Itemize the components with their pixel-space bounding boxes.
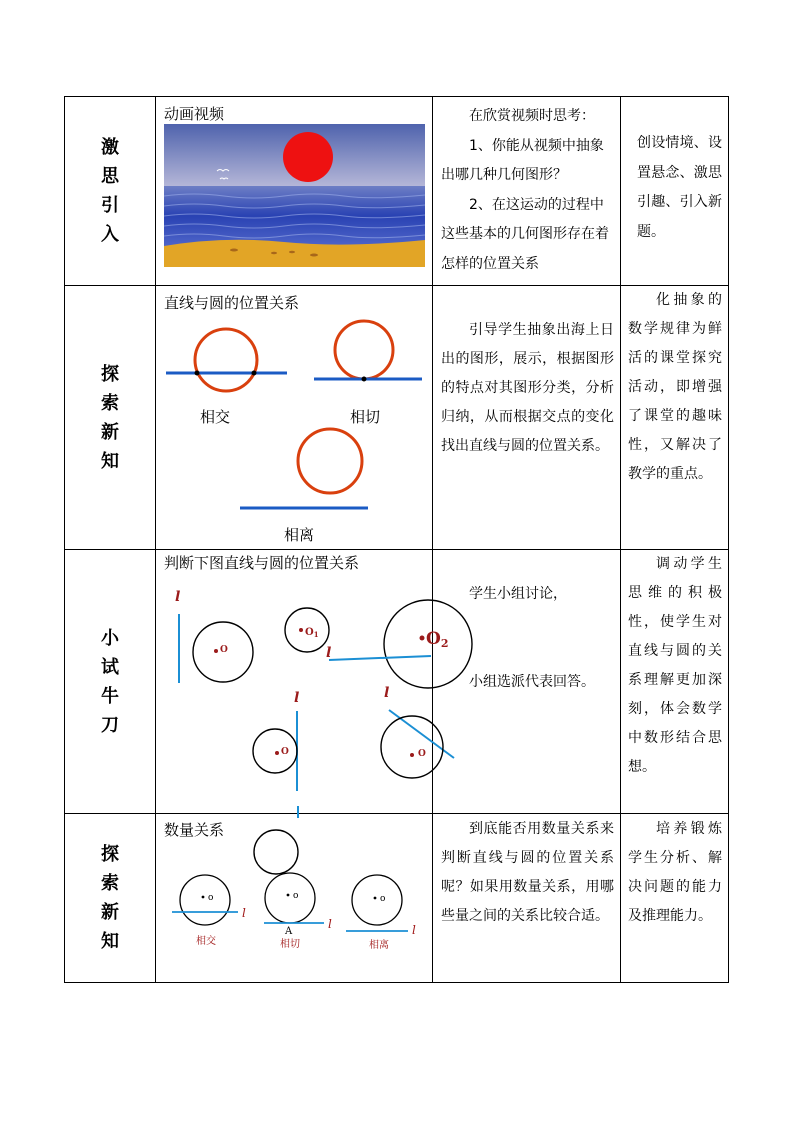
circle-intersect [195, 329, 257, 391]
intent-cell [621, 814, 728, 982]
activity-cell [433, 814, 620, 982]
label-tangent: 相切 [280, 939, 300, 950]
stage-cell [65, 550, 155, 813]
content-title: 数量关系 [164, 821, 225, 839]
center-symbol: O [418, 749, 426, 759]
stage-label: 探索新知 [101, 363, 119, 472]
line-l-symbol: l [175, 589, 181, 605]
center-dot [275, 751, 279, 755]
center-symbol: o [293, 891, 299, 901]
label-separate: 相离 [369, 940, 389, 951]
sunrise-video-image [164, 124, 425, 267]
circle-tangent [335, 321, 393, 379]
activity-text: 小组选派代表回答。 [469, 674, 595, 690]
activity-cell [433, 97, 620, 285]
line-l-symbol: l [242, 906, 246, 920]
intersection-point [252, 371, 257, 376]
activity-text: 到底能否用数量关系来判断直线与圆的位置关系呢？如果用数量关系，用哪些量之间的关系比较合适。 [441, 821, 614, 924]
intent-cell [621, 286, 728, 549]
position-relation-figures [156, 286, 432, 549]
label-intersect: 相交 [200, 408, 231, 426]
circle [355, 917, 357, 919]
activity-text: 引导学生抽象出海上日出的图形，展示，根据图形的特点对其图形分类，分析归纳，从而根据交点的变化找出直线与圆的位置关系。 [441, 322, 614, 454]
center-symbol: o [380, 894, 386, 904]
stage-cell [65, 97, 155, 285]
intent-cell [621, 550, 728, 813]
circle-separate [298, 429, 362, 493]
sun [283, 132, 333, 182]
intent-cell [621, 97, 728, 285]
center-symbol: O [281, 747, 289, 757]
activity-text: 2、在这运动的过程中这些基本的几何图形存在着怎样的位置关系 [441, 196, 609, 272]
activity-cell [433, 550, 620, 813]
line-l-symbol: l [326, 645, 332, 661]
label-separate: 相离 [284, 526, 315, 544]
line-l-symbol: l [294, 690, 300, 706]
lesson-table [64, 96, 729, 983]
intent-text: 创设情境、设置悬念、激思引趣、引入新题。 [637, 135, 722, 240]
content-title: 动画视频 [164, 105, 225, 123]
activity-text: 1、你能从视频中抽象出哪几种几何图形？ [441, 137, 604, 183]
activity-text: 在欣赏视频时思考： [469, 108, 595, 124]
center-symbol: $O_1$ [305, 627, 319, 639]
center-dot [202, 896, 205, 899]
content-title: 直线与圆的位置关系 [164, 294, 300, 312]
quantity-relation-figures [156, 814, 432, 982]
judge-relation-figures-bottom [156, 550, 432, 813]
content-cell [156, 286, 432, 549]
activity-text: 学生小组讨论， [469, 586, 567, 602]
stage-label: 小试牛刀 [101, 627, 119, 736]
stage-label: 探索新知 [101, 844, 119, 952]
line-l-symbol: l [384, 685, 390, 701]
circle [352, 875, 402, 925]
center-symbol: O2 [426, 629, 449, 650]
activity-cell [433, 286, 620, 549]
table-border-bottom [64, 982, 729, 983]
sand [164, 240, 425, 267]
center-dot [287, 894, 290, 897]
circle [180, 875, 230, 925]
line-l-symbol: l [412, 923, 416, 937]
content-cell [156, 550, 449, 813]
intersection-point [195, 371, 200, 376]
center-symbol: o [208, 893, 214, 903]
content-cell [156, 97, 432, 285]
circle-o [253, 729, 297, 773]
label-intersect: 相交 [196, 936, 216, 947]
center-dot [374, 897, 377, 900]
table-border-right [728, 96, 729, 983]
stage-cell [65, 286, 155, 549]
intent-text: 化抽象的数学规律为鲜活的课堂探究活动，即增强了课堂的趣味性，又解决了教学的重点。 [628, 292, 722, 482]
content-cell [156, 814, 432, 982]
point-a-symbol: A [285, 926, 293, 937]
intent-text: 培养锻炼学生分析、解决问题的能力及推理能力。 [628, 821, 722, 924]
center-symbol: O [220, 645, 228, 655]
circle [265, 873, 315, 923]
content-title: 判断下图直线与圆的位置关系 [164, 554, 360, 572]
label-tangent: 相切 [350, 408, 381, 426]
line-l-symbol: l [328, 917, 332, 931]
stage-label: 激思引入 [101, 137, 119, 245]
center-dot [410, 753, 414, 757]
stage-cell [65, 814, 155, 982]
intent-text: 调动学生思维的积极性，使学生对直线与圆的关系理解更加深刻，体会数学中数形结合思想。 [628, 556, 722, 775]
tangent-point [362, 377, 367, 382]
